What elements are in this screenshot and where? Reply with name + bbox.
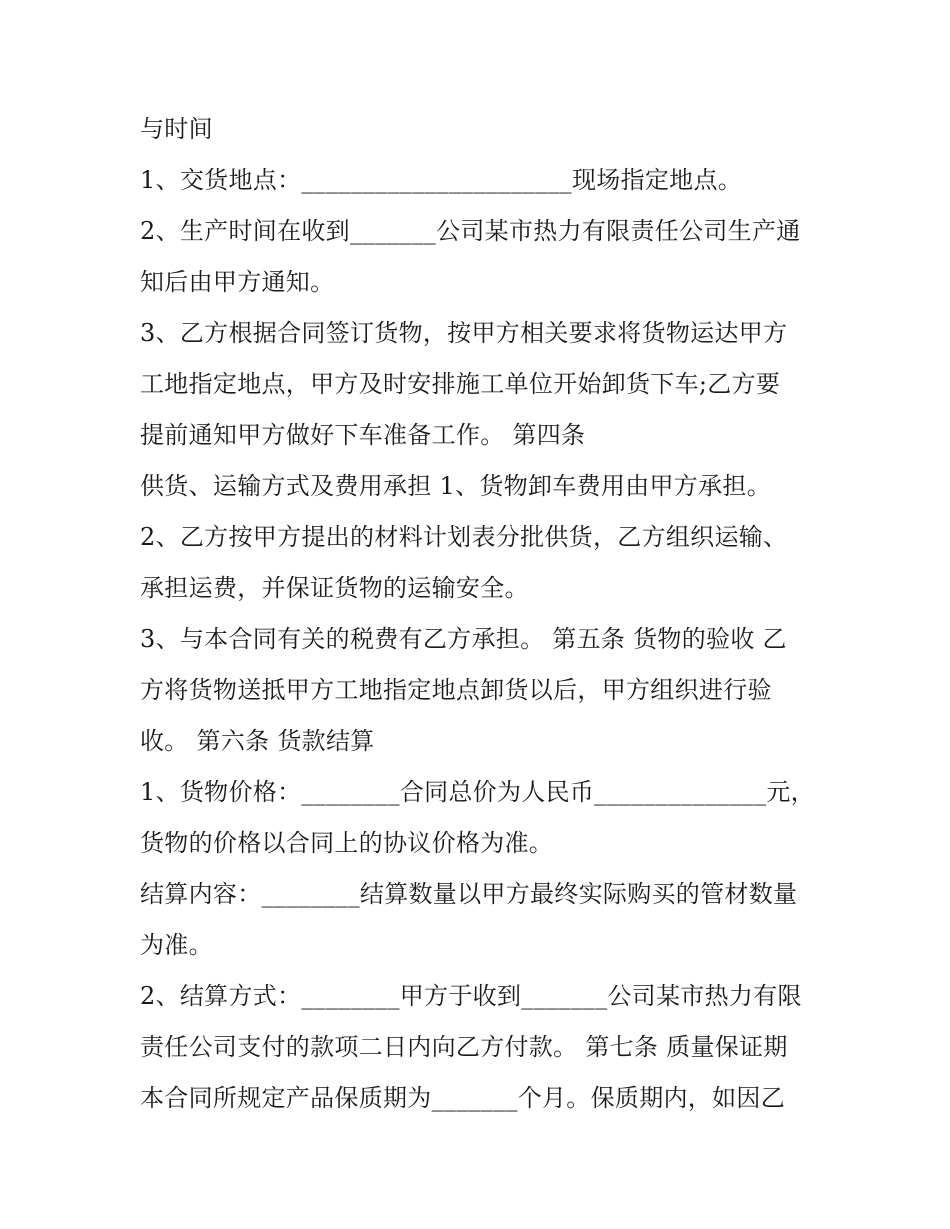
text-line: 3、与本合同有关的税费有乙方承担。 第五条 货物的验收 乙 bbox=[140, 625, 787, 653]
text-line: 与时间 bbox=[140, 115, 213, 143]
text-line: 方将货物送抵甲方工地指定地点卸货以后，甲方组织进行验 bbox=[140, 676, 772, 704]
document-body bbox=[140, 108, 820, 1128]
text-line: 为准。 bbox=[140, 931, 213, 959]
text-line: 货物的价格以合同上的协议价格为准。 bbox=[140, 829, 554, 857]
text-line: 2、生产时间在收到_______公司某市热力有限责任公司生产通 bbox=[140, 217, 801, 245]
text-line: 3、乙方根据合同签订货物，按甲方相关要求将货物运达甲方 bbox=[140, 319, 788, 347]
text-line: 结算内容：________结算数量以甲方最终实际购买的管材数量 bbox=[140, 880, 798, 908]
text-line: 1、交货地点：______________________现场指定地点。 bbox=[140, 166, 743, 194]
text-line: 2、乙方按甲方提出的材料计划表分批供货，乙方组织运输、 bbox=[140, 523, 788, 551]
text-line: 工地指定地点，甲方及时安排施工单位开始卸货下车;乙方要 bbox=[140, 370, 781, 398]
text-line: 承担运费，并保证货物的运输安全。 bbox=[140, 574, 529, 602]
text-line: 提前通知甲方做好下车准备工作。 第四条 bbox=[140, 421, 586, 449]
text-line: 责任公司支付的款项二日内向乙方付款。 第七条 质量保证期 bbox=[140, 1033, 788, 1061]
text-line: 2、结算方式：________甲方于收到_______公司某市热力有限 bbox=[140, 982, 802, 1010]
text-line: 本合同所规定产品保质期为_______个月。保质期内，如因乙 bbox=[140, 1084, 785, 1112]
text-line: 供货、运输方式及费用承担 1、货物卸车费用由甲方承担。 bbox=[140, 472, 771, 500]
text-line: 知后由甲方通知。 bbox=[140, 268, 335, 296]
text-line: 收。 第六条 货款结算 bbox=[140, 727, 375, 755]
text-line: 1、货物价格：________合同总价为人民币______________元， bbox=[140, 778, 815, 806]
